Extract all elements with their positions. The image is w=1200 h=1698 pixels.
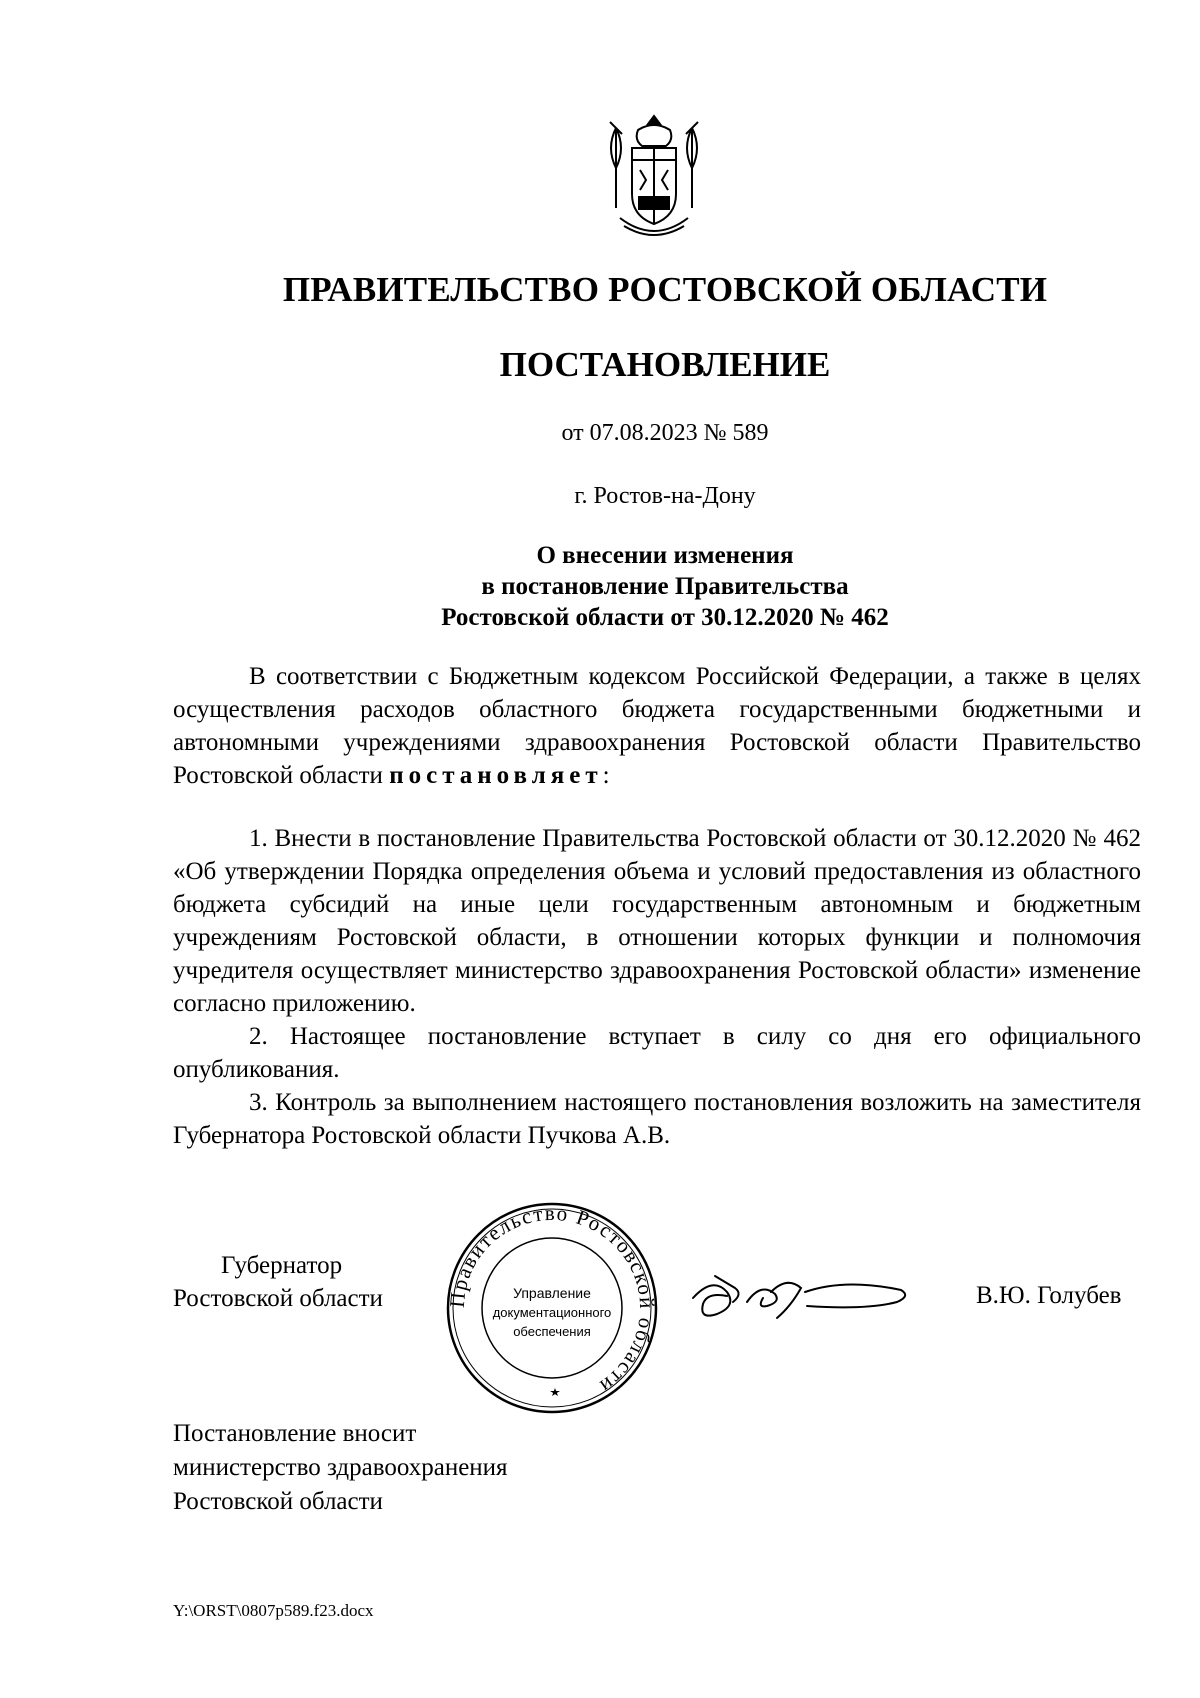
- signatory-title-line: Ростовской области: [173, 1285, 383, 1312]
- resolution-item: 3. Контроль за выполнением настоящего постановления возложить на заместителя Губернатора Ростовской области Пучкова А.В.: [173, 1089, 1141, 1149]
- submitter-block: [173, 1417, 508, 1519]
- document-type: ПОСТАНОВЛЕНИЕ: [499, 345, 831, 384]
- preamble-paragraph: [173, 660, 1141, 792]
- submitter-line: министерство здравоохранения: [173, 1454, 508, 1481]
- date-number: от 07.08.2023 № 589: [561, 420, 769, 446]
- seal-center-line: документационного: [492, 1305, 612, 1320]
- official-seal: [444, 1200, 660, 1416]
- resolves-word: постановляет: [389, 762, 603, 789]
- subject-line: в постановление Правительства: [481, 573, 849, 600]
- submitter-line: Ростовской области: [173, 1488, 383, 1515]
- seal-center-line: Управление: [513, 1285, 591, 1301]
- subject-line: О внесении изменения: [536, 542, 794, 569]
- coat-of-arms-icon: [598, 108, 710, 240]
- subject-line: Ростовской области от 30.12.2020 № 462: [441, 604, 889, 631]
- resolution-items: [173, 822, 1141, 1152]
- preamble: [173, 660, 1141, 792]
- government-title: ПРАВИТЕЛЬСТВО РОСТОВСКОЙ ОБЛАСТИ: [282, 270, 1048, 309]
- document-subject: [0, 540, 1200, 633]
- seal-center-line: обеспечения: [513, 1324, 591, 1339]
- signatory-name: В.Ю. Голубев: [976, 1282, 1122, 1309]
- resolution-item: 1. Внести в постановление Правительства Ростовской области от 30.12.2020 № 462 «Об утверждении Порядка определения объема и условий предоставления из областного бюджета субсидий на иные цели государственным автономным и бюджетным учреждениям Ростовской области, в отношении которых функции и полномочия учредителя осуществляет министерство здравоохранения Ростовской области» изменение согласно приложению.: [173, 825, 1141, 1017]
- submitter-line: Постановление вносит: [173, 1420, 417, 1447]
- file-path: Y:\ORST\0807p589.f23.docx: [173, 1601, 374, 1620]
- signatory-title: [173, 1249, 383, 1315]
- signatory-title-line: Губернатор: [221, 1252, 343, 1279]
- preamble-colon: :: [602, 762, 610, 789]
- resolution-item: 2. Настоящее постановление вступает в силу со дня его официального опубликования.: [173, 1023, 1141, 1083]
- preamble-text: В соответствии с Бюджетным кодексом Российской Федерации, а также в целях осуществления расходов областного бюджета государственными бюджетными и автономными учреждениями здравоохранения Ростовской области Правительство Ростовской области: [173, 663, 1141, 789]
- handwritten-signature: [685, 1262, 935, 1332]
- seal-ring-text: Правительство Ростовской области: [444, 1200, 660, 1400]
- city: г. Ростов-на-Дону: [574, 483, 756, 509]
